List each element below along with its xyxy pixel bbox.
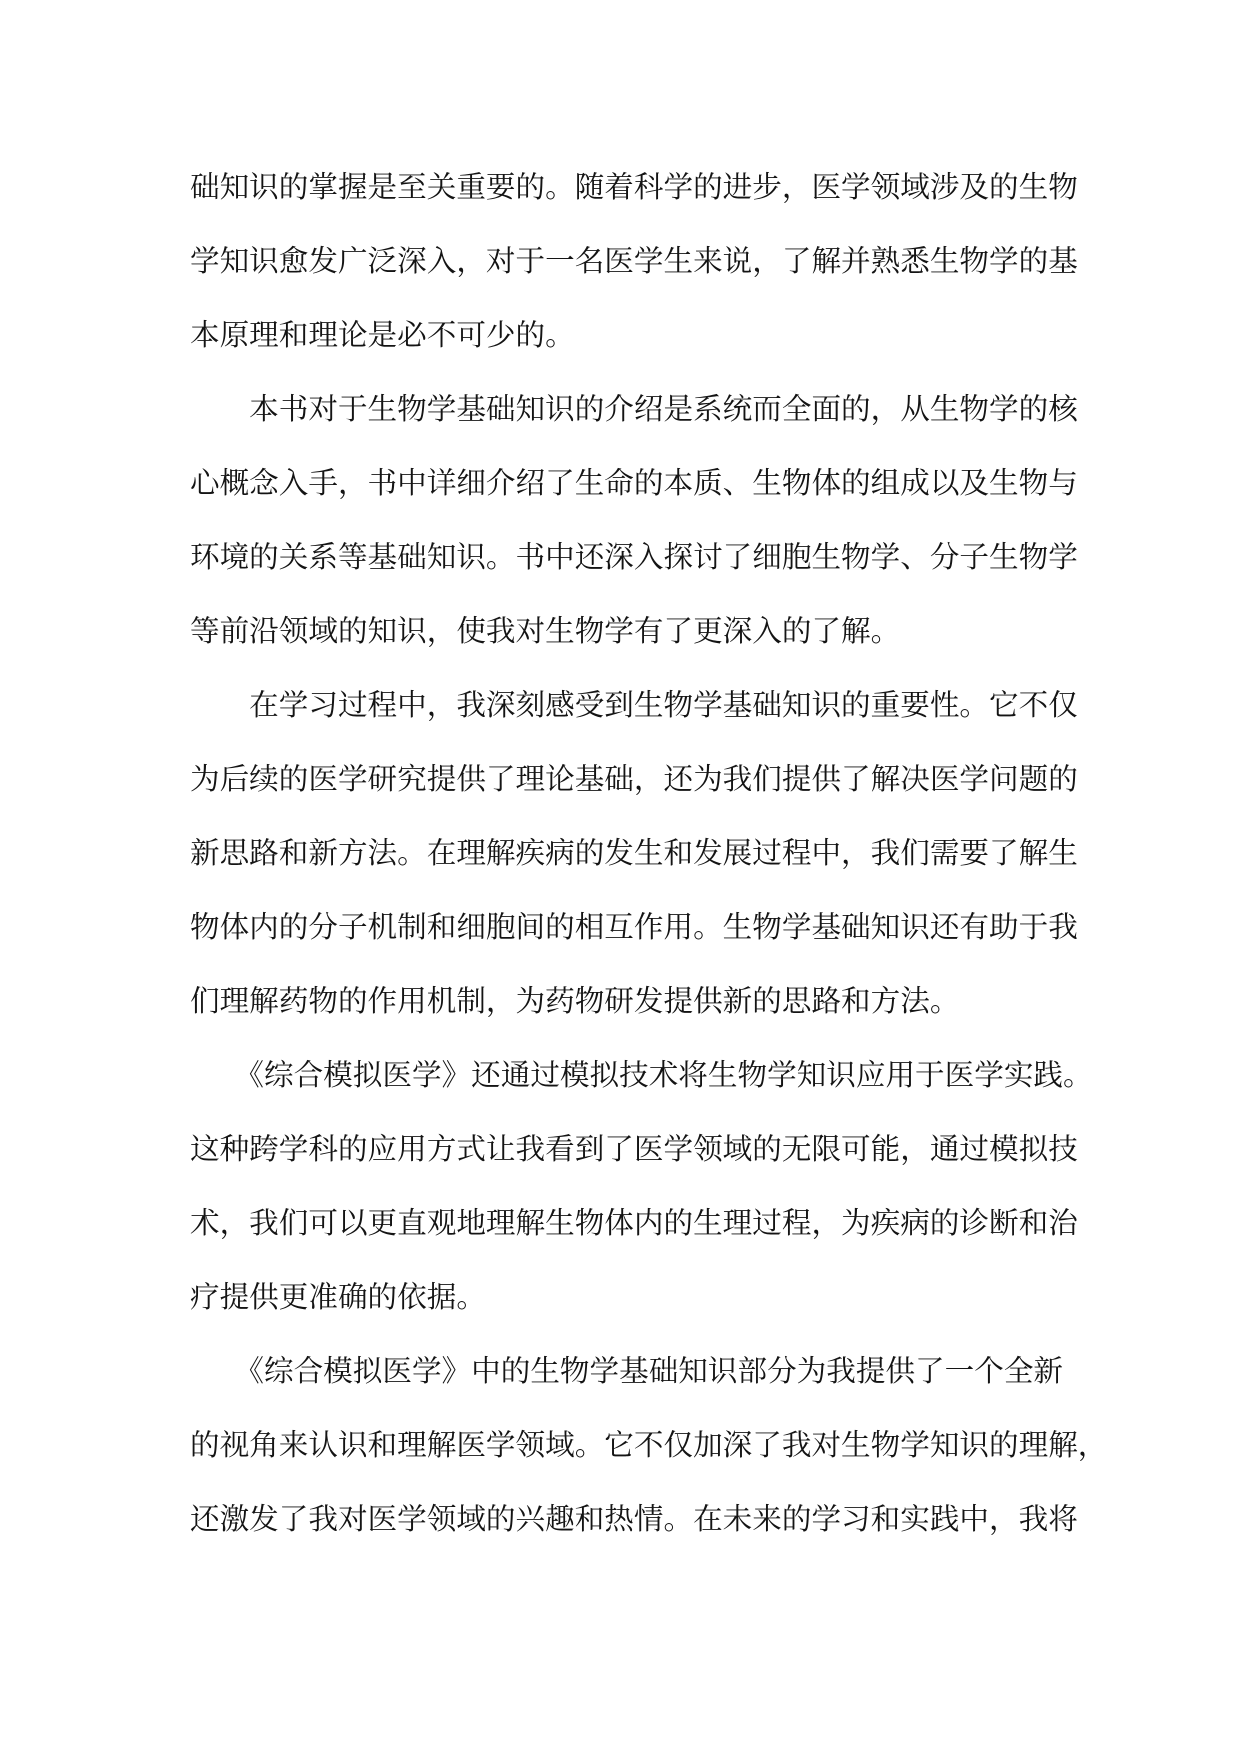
- text-line: 术，我们可以更直观地理解生物体内的生理过程，为疾病的诊断和治: [190, 1206, 1078, 1240]
- text-line: 为后续的医学研究提供了理论基础，还为我们提供了解决医学问题的: [190, 762, 1078, 796]
- text-line: 《综合模拟医学》还通过模拟技术将生物学知识应用于医学实践。: [190, 1058, 1093, 1092]
- document-body: [190, 150, 1108, 1556]
- text-line: 《综合模拟医学》中的生物学基础知识部分为我提供了一个全新: [190, 1354, 1064, 1388]
- text-line: 本书对于生物学基础知识的介绍是系统而全面的，从生物学的核: [190, 392, 1078, 426]
- text-line: 新思路和新方法。在理解疾病的发生和发展过程中，我们需要了解生: [190, 836, 1078, 870]
- text-line: 等前沿领域的知识，使我对生物学有了更深入的了解。: [190, 614, 901, 648]
- text-line: 疗提供更准确的依据。: [190, 1280, 486, 1314]
- paragraph-3: [190, 668, 1078, 1038]
- text-line: 的视角来认识和理解医学领域。它不仅加深了我对生物学知识的理解，: [190, 1428, 1108, 1462]
- paragraph-5: [190, 1334, 1108, 1556]
- paragraph-1: [190, 150, 1078, 372]
- text-line: 还激发了我对医学领域的兴趣和热情。在未来的学习和实践中，我将: [190, 1502, 1078, 1536]
- text-line: 环境的关系等基础知识。书中还深入探讨了细胞生物学、分子生物学: [190, 540, 1078, 574]
- paragraph-2: [190, 372, 1078, 668]
- paragraph-4: [190, 1038, 1093, 1334]
- text-line: 物体内的分子机制和细胞间的相互作用。生物学基础知识还有助于我: [190, 910, 1078, 944]
- text-line: 心概念入手，书中详细介绍了生命的本质、生物体的组成以及生物与: [190, 466, 1078, 500]
- text-line: 这种跨学科的应用方式让我看到了医学领域的无限可能，通过模拟技: [190, 1132, 1078, 1166]
- text-line: 们理解药物的作用机制，为药物研发提供新的思路和方法。: [190, 984, 960, 1018]
- text-line: 学知识愈发广泛深入，对于一名医学生来说，了解并熟悉生物学的基: [190, 244, 1078, 278]
- text-line: 础知识的掌握是至关重要的。随着科学的进步，医学领域涉及的生物: [190, 170, 1078, 204]
- text-line: 本原理和理论是必不可少的。: [190, 318, 575, 352]
- text-line: 在学习过程中，我深刻感受到生物学基础知识的重要性。它不仅: [190, 688, 1078, 722]
